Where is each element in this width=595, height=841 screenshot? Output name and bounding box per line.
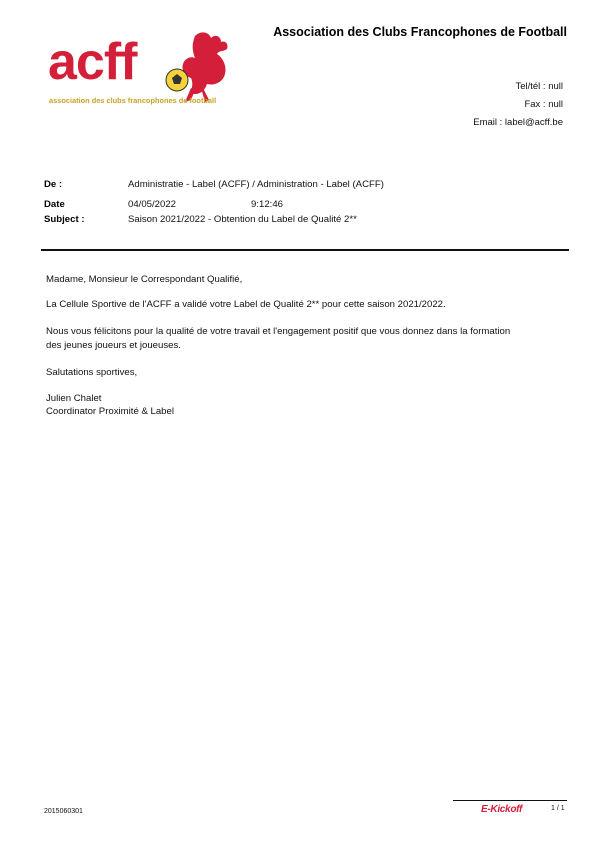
letter-closing: Salutations sportives, <box>46 367 138 378</box>
organization-name: Association des Clubs Francophones de Football <box>273 25 567 39</box>
signer-title: Coordinator Proximité & Label <box>46 406 174 417</box>
page-number: 1 / 1 <box>551 805 565 812</box>
date-label: Date <box>44 199 65 210</box>
ekickoff-logo: E-Kickoff <box>481 804 523 815</box>
telephone-line: Tel/tél : null <box>515 81 563 92</box>
footer-divider <box>453 800 567 801</box>
subject-value: Saison 2021/2022 - Obtention du Label de Qualité 2** <box>128 214 357 225</box>
signer-name: Julien Chalet <box>46 393 102 404</box>
fax-line: Fax : null <box>524 99 563 110</box>
rooster-icon <box>182 32 227 102</box>
letter-paragraph-2-line-1: Nous vous félicitons pour la qualité de votre travail et l'engagement positif que vous donnez dans la formation <box>46 326 511 337</box>
time-value: 9:12:46 <box>251 199 284 210</box>
football-icon <box>166 69 188 91</box>
logo-tagline: association des clubs francophones de football <box>49 96 217 105</box>
from-label: De : <box>44 179 63 190</box>
header-divider <box>41 249 569 251</box>
date-value: 04/05/2022 <box>128 199 177 210</box>
letter-paragraph-2-line-2: des jeunes joueurs et joueuses. <box>46 340 181 351</box>
from-value: Administratie - Label (ACFF) / Administration - Label (ACFF) <box>128 179 384 190</box>
letter-salutation: Madame, Monsieur le Correspondant Qualifié, <box>46 274 243 285</box>
document-id: 2015060301 <box>44 808 83 815</box>
subject-label: Subject : <box>44 214 85 225</box>
email-line: Email : label@acff.be <box>473 117 563 128</box>
logo-wordmark: acff <box>48 33 137 91</box>
letter-paragraph-1: La Cellule Sportive de l'ACFF a validé votre Label de Qualité 2** pour cette saison 2021/2022. <box>46 299 446 310</box>
